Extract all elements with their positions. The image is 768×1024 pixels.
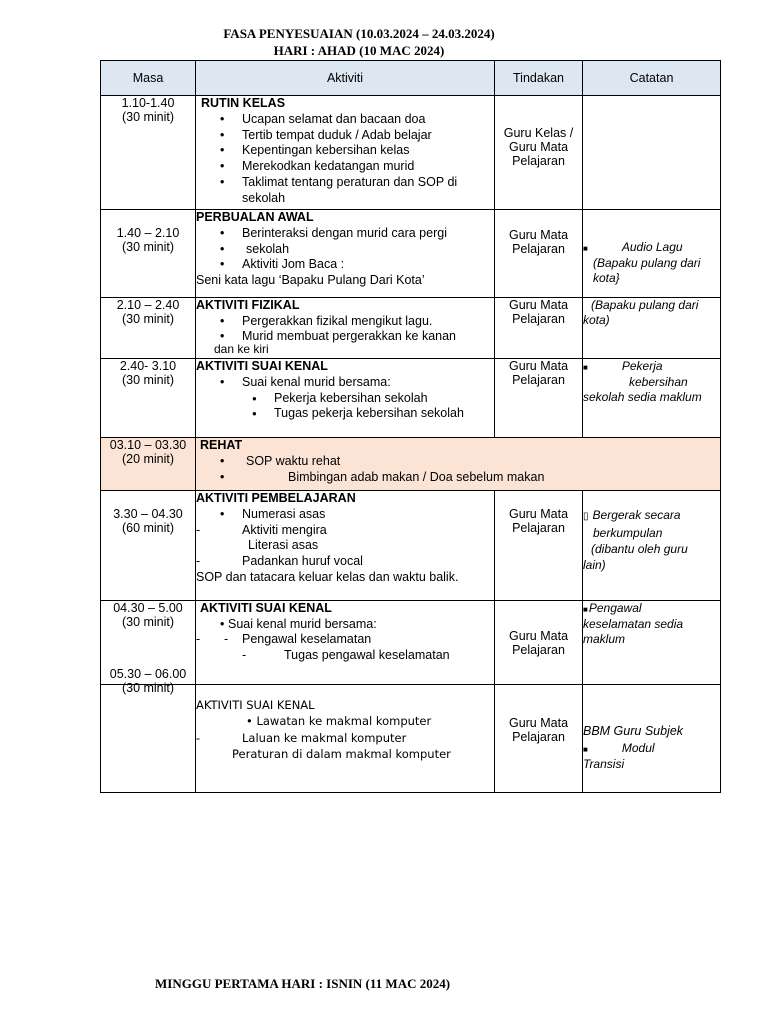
tindakan-cell: [495, 210, 583, 298]
table-row: [101, 298, 721, 359]
list-item: - Aktiviti mengira: [196, 523, 494, 539]
tindakan-line: Guru Mata: [508, 228, 569, 242]
list-item-text: Pengawal keselamatan: [242, 632, 372, 646]
aktiviti-cell: [196, 96, 495, 210]
catatan-cell: [583, 96, 721, 210]
list-item: • Aktiviti Jom Baca :: [196, 257, 494, 273]
list-item: • Taklimat tentang peraturan dan SOP di: [196, 175, 494, 191]
sub-list-item: ● Tugas pekerja kebersihan sekolah: [196, 406, 494, 422]
header-aktiviti: Aktiviti: [196, 61, 495, 96]
tindakan-cell: [495, 491, 583, 601]
table-row: [101, 685, 721, 793]
catatan-line: maklum: [583, 632, 626, 646]
catatan-line: kota}: [593, 270, 620, 285]
time-range: 05.30 – 06.00: [109, 667, 187, 681]
table-row: [101, 210, 721, 298]
document-title: FASA PENYESUAIAN (10.03.2024 – 24.03.2024): [223, 26, 495, 41]
activity-title: AKTIVITI SUAI KENAL: [200, 601, 332, 615]
sub-list-item: ● Pekerja kebersihan sekolah: [196, 391, 494, 407]
list-item-text: Lawatan ke makmal komputer: [256, 714, 432, 728]
catatan-text: Pekerja: [621, 359, 663, 373]
activity-title: RUTIN KELAS: [201, 96, 286, 110]
list-item: - Padankan huruf vocal: [196, 554, 494, 570]
catatan-line: [583, 359, 720, 375]
catatan-line: BBM Guru Subjek: [583, 723, 684, 738]
list-item: • SOP waktu rehat: [196, 454, 720, 470]
tindakan-line: Pelajaran: [512, 154, 565, 168]
catatan-text: Modul: [621, 740, 655, 755]
dash-marker: - -: [224, 632, 229, 646]
masa-cell: [101, 210, 196, 298]
catatan-line: (Bapaku pulang dari: [591, 298, 699, 312]
catatan-line: keselamatan sedia: [583, 617, 684, 631]
duration: (30 minit): [121, 312, 175, 326]
activity-note: Seni kata lagu ‘Bapaku Pulang Dari Kota’: [196, 273, 425, 288]
schedule-table: [100, 60, 721, 793]
time-range: 2.10 – 2.40: [116, 298, 180, 312]
activity-note: SOP dan tatacara keluar kelas dan waktu balik.: [196, 569, 459, 584]
aktiviti-cell: [196, 210, 495, 298]
catatan-cell: [583, 298, 721, 359]
catatan-cell: [583, 491, 721, 601]
catatan-line: [583, 741, 720, 757]
list-item: • Bimbingan adab makan / Doa sebelum makan: [196, 470, 720, 486]
tindakan-line: Guru Mata: [508, 715, 569, 730]
catatan-line: kota): [583, 313, 610, 327]
aktiviti-cell: [196, 359, 495, 438]
tindakan-line: Guru Kelas /: [503, 126, 574, 140]
tindakan-cell: [495, 96, 583, 210]
list-item: • Murid membuat pergerakkan ke kanan: [196, 329, 494, 344]
aktiviti-cell: [196, 685, 495, 793]
tindakan-line: Pelajaran: [512, 642, 565, 657]
catatan-line: sekolah sedia maklum: [583, 390, 702, 404]
masa-cell: [101, 438, 196, 491]
dash-marker: -: [242, 647, 247, 662]
activity-title: REHAT: [200, 438, 243, 452]
catatan-line: Transisi: [583, 756, 625, 771]
list-item: - Laluan ke makmal komputer: [196, 730, 494, 747]
activity-title: AKTIVITI PEMBELAJARAN: [196, 491, 356, 505]
list-item: • Ucapan selamat dan bacaan doa: [196, 112, 494, 128]
box-glyph-icon: ▯: [583, 511, 589, 522]
catatan-cell: [583, 210, 721, 298]
aktiviti-cell: [196, 601, 495, 685]
bullet-marker: •: [246, 714, 257, 728]
catatan-line: berkumpulan: [593, 526, 663, 540]
square-bullet-icon: ■: [583, 605, 588, 614]
list-item: • Merekodkan kedatangan murid: [196, 159, 494, 175]
tindakan-line: Guru Mata: [508, 359, 569, 373]
list-item: [196, 632, 494, 648]
tindakan-line: Guru Mata: [508, 140, 569, 154]
list-item: [196, 648, 494, 664]
tindakan-line: Pelajaran: [512, 729, 565, 744]
tindakan-line: Guru Mata: [508, 507, 569, 521]
tindakan-cell: [495, 601, 583, 685]
duration: (60 minit): [121, 521, 175, 535]
aktiviti-cell: [196, 298, 495, 359]
duration: (30 minit): [121, 110, 175, 124]
list-item: • Suai kenal murid bersama:: [196, 375, 494, 391]
catatan-cell: [583, 359, 721, 438]
table-header-row: [101, 61, 721, 96]
aktiviti-cell: [196, 438, 721, 491]
list-item-continued: sekolah: [242, 190, 286, 205]
table-row: [101, 438, 721, 491]
duration: (30 minit): [121, 615, 175, 629]
tindakan-line: Pelajaran: [512, 521, 565, 535]
square-bullet-icon: ■: [583, 243, 588, 253]
table-row: [101, 96, 721, 210]
header-catatan: Catatan: [583, 61, 721, 96]
list-item-continued: dan ke kiri: [214, 342, 269, 356]
time-range: 1.40 – 2.10: [116, 226, 180, 240]
list-item-continued: Literasi asas: [248, 538, 319, 553]
list-item: • Tertib tempat duduk / Adab belajar: [196, 128, 494, 144]
catatan-line: (dibantu oleh guru: [591, 542, 688, 556]
tindakan-cell: [495, 685, 583, 793]
header-masa: Masa: [101, 61, 196, 96]
activity-title: AKTIVITI SUAI KENAL: [196, 697, 315, 712]
activity-title: AKTIVITI FIZIKAL: [196, 298, 300, 312]
activity-title: PERBUALAN AWAL: [196, 210, 314, 224]
list-item-text: Tugas pengawal keselamatan: [284, 647, 450, 662]
square-bullet-icon: ■: [583, 363, 588, 372]
catatan-line: [583, 601, 720, 617]
tindakan-cell: [495, 298, 583, 359]
masa-cell: [101, 491, 196, 601]
table-row: [101, 359, 721, 438]
tindakan-cell: [495, 359, 583, 438]
list-item: [196, 713, 494, 730]
duration: (30 minit): [121, 373, 175, 387]
duration: (30 minit): [121, 240, 175, 254]
list-item: • Kepentingan kebersihan kelas: [196, 143, 494, 159]
list-item: Peraturan di dalam makmal komputer: [232, 747, 451, 761]
header-tindakan: Tindakan: [495, 61, 583, 96]
masa-cell: [101, 359, 196, 438]
catatan-line: lain): [583, 558, 606, 572]
list-item: • Berinteraksi dengan murid cara pergi: [196, 226, 494, 242]
tindakan-line: Guru Mata: [508, 298, 569, 312]
time-range: 03.10 – 03.30: [109, 438, 187, 452]
time-range: 3.30 – 04.30: [113, 507, 183, 521]
list-item: • Numerasi asas: [196, 507, 494, 523]
catatan-line: (Bapaku pulang dari: [593, 255, 701, 270]
masa-cell: [101, 667, 196, 793]
tindakan-line: Guru Mata: [508, 628, 569, 643]
time-range: 1.10-1.40: [121, 96, 175, 110]
catatan-line: [583, 240, 720, 256]
masa-cell: [101, 96, 196, 210]
tindakan-line: Pelajaran: [512, 242, 565, 256]
catatan-text: Audio Lagu: [621, 239, 683, 254]
square-bullet-icon: ■: [583, 744, 588, 754]
tindakan-line: Pelajaran: [512, 312, 565, 326]
catatan-cell: [583, 601, 721, 685]
duration: (20 minit): [121, 452, 175, 466]
catatan-text: Pengawal: [588, 601, 642, 615]
list-item: • sekolah: [196, 242, 494, 258]
duration: (30 minit): [121, 681, 175, 695]
document-subtitle: HARI : AHAD (10 MAC 2024): [273, 43, 445, 58]
list-item: • Pergerakkan fizikal mengikut lagu.: [196, 313, 494, 329]
catatan-line: kebersihan: [629, 375, 688, 389]
catatan-cell: [583, 685, 721, 793]
aktiviti-cell: [196, 491, 495, 601]
next-section-heading: MINGGU PERTAMA HARI : ISNIN (11 MAC 2024): [155, 976, 451, 991]
activity-title: AKTIVITI SUAI KENAL: [196, 359, 328, 373]
tindakan-line: Pelajaran: [512, 373, 565, 387]
time-range: 2.40- 3.10: [119, 359, 177, 373]
catatan-line: [583, 507, 720, 525]
catatan-text: Bergerak secara: [592, 508, 681, 522]
masa-cell: [101, 298, 196, 359]
table-row: [101, 491, 721, 601]
time-range: 04.30 – 5.00: [113, 601, 183, 615]
list-item: • Suai kenal murid bersama:: [196, 617, 494, 633]
